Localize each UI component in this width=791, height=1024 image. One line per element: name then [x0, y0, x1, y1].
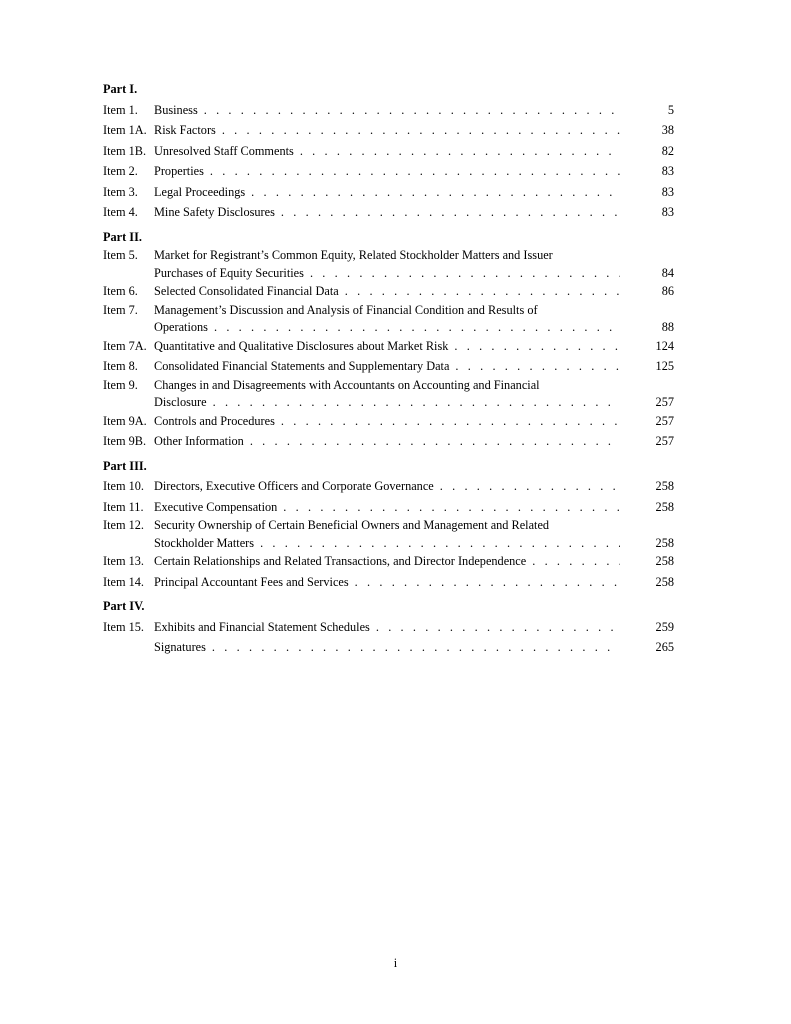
item-title[interactable]: Properties [154, 164, 204, 178]
page-number: 125 [655, 359, 674, 373]
page-number: 258 [655, 479, 674, 493]
item-title-continued[interactable]: Disclosure [154, 395, 207, 409]
item-title[interactable]: Risk Factors [154, 123, 216, 137]
dot-leader [204, 100, 620, 121]
dot-leader [210, 161, 620, 182]
page-number: 82 [661, 143, 674, 158]
dot-leader [532, 551, 620, 572]
page-number: 83 [661, 164, 674, 178]
toc-entry[interactable] [103, 302, 674, 336]
page-number: 257 [655, 434, 674, 448]
item-number: Item 7A. [103, 338, 147, 353]
page-number: 257 [655, 413, 674, 428]
item-title[interactable]: Certain Relationships and Related Transactions, and Director Independence [154, 554, 527, 568]
dot-leader [355, 572, 620, 593]
item-title[interactable]: Selected Consolidated Financial Data [154, 284, 339, 298]
item-number: Item 11. [103, 499, 144, 514]
toc-entry[interactable] [103, 100, 674, 121]
toc-entry[interactable] [103, 336, 674, 357]
dot-leader [251, 182, 620, 203]
item-number: Item 1A. [103, 123, 147, 137]
toc-entry[interactable] [103, 637, 674, 658]
item-number: Item 5. [103, 248, 138, 262]
footer-page-number: i [393, 956, 398, 970]
item-number: Item 14. [103, 574, 144, 589]
page-number: 88 [661, 320, 674, 334]
page-number: 258 [655, 535, 674, 550]
toc-entry[interactable] [103, 356, 674, 377]
dot-leader [250, 431, 620, 452]
part-heading: Part III. [103, 458, 147, 473]
toc-entry[interactable] [103, 476, 674, 497]
toc-entry[interactable] [103, 551, 674, 572]
page-number: 265 [655, 640, 674, 654]
item-title-continued[interactable]: Operations [154, 320, 208, 334]
item-number: Item 1B. [103, 143, 147, 158]
item-title[interactable]: Unresolved Staff Comments [154, 143, 294, 158]
dot-leader [213, 394, 620, 411]
item-title[interactable]: Business [154, 102, 198, 117]
page-number: 257 [655, 395, 674, 409]
item-title[interactable]: Market for Registrant’s Common Equity, Related Stockholder Matters and Issuer [154, 248, 553, 262]
item-title[interactable]: Executive Compensation [154, 499, 278, 514]
dot-leader [345, 281, 620, 302]
part-heading: Part IV. [103, 599, 145, 613]
item-title[interactable]: Controls and Procedures [154, 413, 275, 428]
dot-leader [283, 497, 620, 518]
toc-entry[interactable] [103, 202, 674, 223]
item-number: Item 7. [103, 302, 138, 317]
toc-entry[interactable] [103, 281, 674, 302]
item-number: Item 12. [103, 518, 144, 532]
dot-leader [455, 356, 620, 377]
page-number: 5 [667, 102, 674, 117]
item-title[interactable]: Exhibits and Financial Statement Schedules [154, 619, 370, 634]
item-number: Item 13. [103, 554, 144, 568]
page-number: 258 [655, 499, 674, 514]
item-title[interactable]: Consolidated Financial Statements and Supplementary Data [154, 359, 450, 373]
dot-leader [260, 535, 620, 552]
dot-leader [222, 120, 620, 141]
toc-entry[interactable] [103, 431, 674, 452]
item-number: Item 1. [103, 102, 138, 117]
page-number: 258 [655, 574, 674, 589]
item-title-continued[interactable]: Stockholder Matters [154, 535, 255, 550]
item-title[interactable]: Signatures [154, 640, 206, 654]
item-number: Item 9. [103, 377, 138, 392]
toc-entry[interactable] [103, 411, 674, 432]
item-title[interactable]: Mine Safety Disclosures [154, 205, 275, 219]
item-title[interactable]: Changes in and Disagreements with Accountants on Accounting and Financial [154, 377, 540, 392]
item-number: Item 15. [103, 619, 144, 634]
toc-entry[interactable] [103, 141, 674, 162]
page-number: 259 [655, 619, 674, 634]
toc-entry[interactable] [103, 617, 674, 638]
item-number: Item 9A. [103, 413, 147, 428]
item-number: Item 3. [103, 184, 138, 199]
dot-leader [212, 637, 620, 658]
dot-leader [214, 319, 620, 336]
dot-leader [281, 411, 620, 432]
toc-entry[interactable] [103, 497, 674, 518]
item-title[interactable]: Legal Proceedings [154, 184, 246, 199]
dot-leader [454, 336, 620, 357]
toc-entry[interactable] [103, 182, 674, 203]
item-title[interactable]: Principal Accountant Fees and Services [154, 574, 349, 589]
item-number: Item 8. [103, 359, 138, 373]
item-title[interactable]: Management’s Discussion and Analysis of Financial Condition and Results of [154, 302, 538, 317]
item-title-continued[interactable]: Purchases of Equity Securities [154, 265, 304, 280]
dot-leader [281, 202, 620, 223]
toc-entry[interactable] [103, 247, 674, 281]
toc-entry[interactable] [103, 572, 674, 593]
toc-entry[interactable] [103, 377, 674, 411]
page-number: 258 [655, 554, 674, 568]
dot-leader [440, 476, 620, 497]
item-title[interactable]: Security Ownership of Certain Beneficial Owners and Management and Related [154, 518, 550, 532]
item-number: Item 6. [103, 284, 138, 298]
item-number: Item 10. [103, 479, 144, 493]
part-heading: Part I. [103, 82, 138, 96]
item-number: Item 9B. [103, 434, 147, 448]
table-of-contents [103, 79, 674, 658]
item-number: Item 2. [103, 164, 138, 178]
item-title[interactable]: Quantitative and Qualitative Disclosures about Market Risk [154, 338, 449, 353]
item-title[interactable]: Directors, Executive Officers and Corporate Governance [154, 479, 434, 493]
page-number: 86 [661, 284, 674, 298]
dot-leader [300, 141, 620, 162]
page-number: 83 [661, 184, 674, 199]
item-title[interactable]: Other Information [154, 434, 244, 448]
toc-entry[interactable] [103, 161, 674, 182]
dot-leader [310, 265, 620, 282]
dot-leader [376, 617, 620, 638]
page-number: 38 [661, 123, 674, 137]
page-number: 83 [661, 205, 674, 219]
page-number: 84 [661, 265, 674, 280]
page-number: 124 [655, 338, 674, 353]
toc-entry[interactable] [103, 517, 674, 551]
item-number: Item 4. [103, 205, 138, 219]
part-heading: Part II. [103, 229, 142, 244]
toc-entry[interactable] [103, 120, 674, 141]
